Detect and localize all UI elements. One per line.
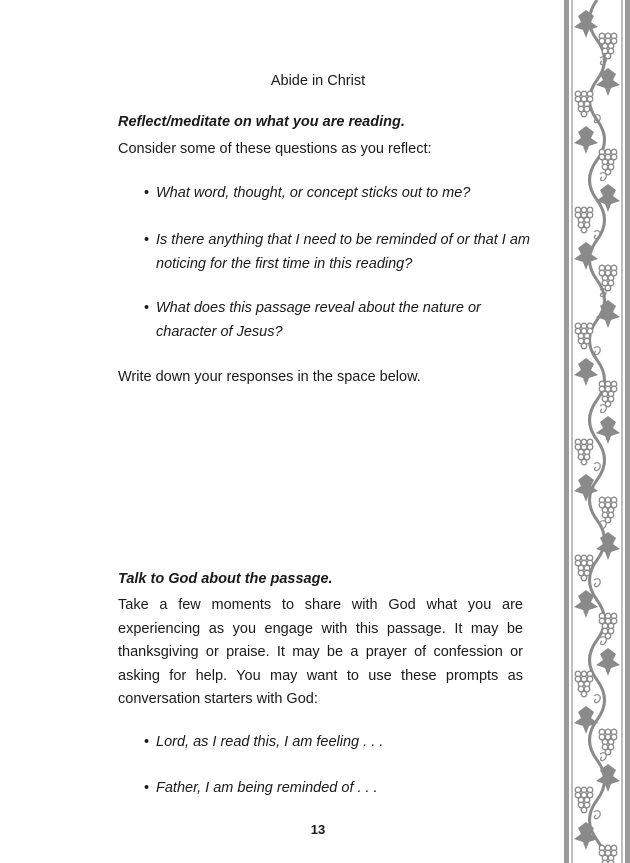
grape-icon: [581, 111, 587, 117]
leaf-icon: [596, 184, 620, 212]
border-stripe: [625, 0, 630, 863]
grape-icon: [581, 807, 587, 813]
question-item: [144, 229, 531, 276]
tendril-icon: [600, 173, 606, 181]
leaf-icon: [574, 474, 598, 502]
page-number: 13: [310, 822, 326, 837]
grape-icon: [581, 575, 587, 581]
border-stripe: [564, 0, 569, 863]
write-instruction: Write down your responses in the space below.: [118, 369, 421, 385]
bullet-icon: •: [144, 300, 150, 316]
leaf-icon: [574, 706, 598, 734]
bullet-icon: •: [144, 780, 150, 796]
leaf-icon: [574, 358, 598, 386]
grape-icon: [581, 691, 587, 697]
border-stripe: [621, 0, 623, 863]
tendril-icon: [600, 753, 606, 761]
question-text: Is there anything that I need to be reminded of or that I am noticing for the first time in this reading?: [156, 232, 531, 272]
grapevine-ornament: [574, 0, 620, 863]
tendril-icon: [594, 579, 600, 587]
prompt-text: Lord, as I read this, I am feeling . . .: [156, 734, 384, 750]
tendril-icon: [594, 695, 600, 703]
question-item: [144, 297, 531, 344]
bullet-icon: •: [144, 734, 150, 750]
leaf-icon: [596, 68, 620, 96]
page-title: Abide in Christ: [270, 73, 366, 89]
prompt-item: [144, 731, 531, 755]
reflect-heading: Reflect/meditate on what you are reading.: [118, 114, 405, 130]
grape-icon: [581, 227, 587, 233]
tendril-icon: [594, 347, 600, 355]
talk-heading: Talk to God about the passage.: [118, 571, 333, 587]
leaf-icon: [574, 126, 598, 154]
tendril-icon: [594, 463, 600, 471]
grapevine-border: [560, 0, 630, 863]
tendril-icon: [600, 637, 606, 645]
prompt-text: Father, I am being reminded of . . .: [156, 780, 378, 796]
question-text: What word, thought, or concept sticks out to me?: [156, 185, 471, 201]
bullet-icon: •: [144, 232, 150, 248]
leaf-icon: [596, 648, 620, 676]
tendril-icon: [600, 405, 606, 413]
grape-icon: [581, 343, 587, 349]
reflect-intro: Consider some of these questions as you reflect:: [118, 141, 432, 157]
leaf-icon: [596, 764, 620, 792]
question-text: What does this passage reveal about the nature or character of Jesus?: [156, 300, 481, 340]
grape-icon: [581, 459, 587, 465]
question-item: [144, 182, 531, 206]
leaf-icon: [596, 416, 620, 444]
tendril-icon: [594, 811, 600, 819]
bullet-icon: •: [144, 185, 150, 201]
prompt-item: [144, 777, 531, 801]
talk-paragraph: Take a few moments to share with God what you are experiencing as you engage with this passage. It may be thanksgiving or praise. It may be a prayer of confession or asking for help. You may want to use these prompts as conversation starters with God:: [118, 597, 523, 707]
border-stripe: [571, 0, 573, 863]
